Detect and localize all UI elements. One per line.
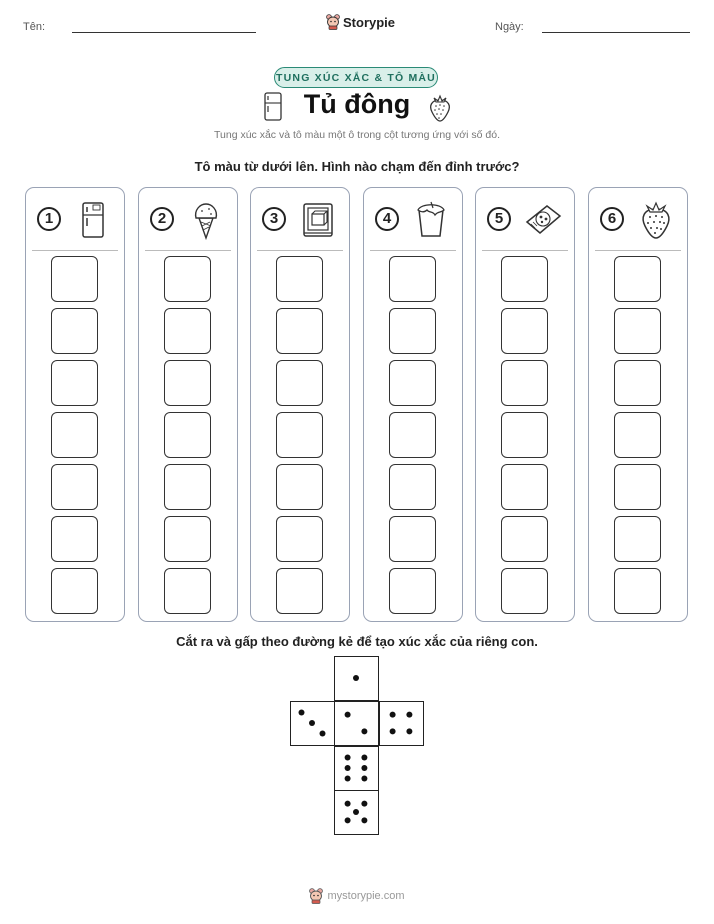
color-cell[interactable] — [501, 464, 548, 510]
dice-pip — [309, 720, 315, 726]
color-cell[interactable] — [164, 516, 211, 562]
dice-pip — [320, 731, 326, 737]
color-cell[interactable] — [389, 308, 436, 354]
color-cell[interactable] — [276, 464, 323, 510]
column-number: 1 — [37, 207, 61, 231]
column-divider — [145, 250, 231, 251]
color-cell[interactable] — [614, 516, 661, 562]
column-4 — [363, 187, 463, 622]
storypie-mascot-icon — [326, 14, 340, 30]
color-cell[interactable] — [276, 360, 323, 406]
dice-pip — [299, 710, 305, 716]
frozen-pizza-box-icon — [523, 200, 563, 240]
dice-pip — [353, 675, 359, 681]
color-cell[interactable] — [614, 256, 661, 302]
column-number: 2 — [150, 207, 174, 231]
strawberry-icon — [636, 200, 676, 240]
color-cell[interactable] — [614, 464, 661, 510]
color-cell[interactable] — [51, 412, 98, 458]
color-cell[interactable] — [164, 308, 211, 354]
dice-face-1 — [334, 656, 379, 701]
color-cell[interactable] — [164, 568, 211, 614]
dice-pip — [361, 776, 367, 782]
color-cell[interactable] — [614, 360, 661, 406]
column-5 — [475, 187, 575, 622]
dice-pip — [345, 776, 351, 782]
color-cell[interactable] — [614, 308, 661, 354]
color-cell[interactable] — [276, 516, 323, 562]
color-cell[interactable] — [276, 256, 323, 302]
storypie-logo — [326, 14, 395, 30]
page-title: Tủ đông — [303, 89, 411, 119]
color-cell[interactable] — [501, 360, 548, 406]
color-cell[interactable] — [501, 308, 548, 354]
footer — [0, 888, 714, 904]
color-cell[interactable] — [276, 568, 323, 614]
color-cell[interactable] — [501, 412, 548, 458]
color-cell[interactable] — [51, 360, 98, 406]
column-2 — [138, 187, 238, 622]
color-cell[interactable] — [389, 256, 436, 302]
color-cell[interactable] — [501, 516, 548, 562]
ice-cream-cone-icon — [186, 200, 226, 240]
color-cell[interactable] — [51, 516, 98, 562]
color-cell[interactable] — [164, 256, 211, 302]
color-cell[interactable] — [276, 308, 323, 354]
dice-pip — [345, 765, 351, 771]
dice-pip — [345, 801, 351, 807]
color-cell[interactable] — [501, 568, 548, 614]
column-divider — [595, 250, 681, 251]
dice-pip — [345, 817, 351, 823]
column-divider — [482, 250, 568, 251]
dice-face-5 — [334, 790, 379, 835]
dice-pip — [361, 801, 367, 807]
color-cell[interactable] — [389, 516, 436, 562]
color-cell[interactable] — [164, 464, 211, 510]
dice-pip — [406, 712, 412, 718]
dice-pip — [390, 712, 396, 718]
date-label: Ngày: — [495, 21, 524, 33]
color-cell[interactable] — [614, 412, 661, 458]
dice-face-6 — [334, 746, 379, 791]
dice-pip — [345, 755, 351, 761]
column-divider — [257, 250, 343, 251]
strawberry-icon — [427, 94, 453, 122]
activity-badge: TUNG XÚC XẮC & TÔ MÀU — [274, 67, 438, 88]
dice-pip — [390, 728, 396, 734]
column-3 — [250, 187, 350, 622]
fold-instruction: Cắt ra và gấp theo đường kẻ để tạo xúc xắc của riêng con. — [176, 634, 538, 649]
dice-pip — [361, 755, 367, 761]
dice-pip — [406, 728, 412, 734]
color-cell[interactable] — [164, 412, 211, 458]
frozen-yogurt-cup-icon — [411, 200, 451, 240]
color-cell[interactable] — [51, 308, 98, 354]
column-number: 5 — [487, 207, 511, 231]
dice-pip — [361, 728, 367, 734]
column-6 — [588, 187, 688, 622]
color-cell[interactable] — [389, 360, 436, 406]
subtitle: Tung xúc xắc và tô màu một ô trong cột tương ứng với số đó. — [214, 129, 500, 141]
color-cell[interactable] — [51, 464, 98, 510]
color-cell[interactable] — [614, 568, 661, 614]
dice-pip — [361, 765, 367, 771]
column-divider — [370, 250, 456, 251]
refrigerator-icon — [73, 200, 113, 240]
color-cell[interactable] — [501, 256, 548, 302]
date-line — [542, 32, 690, 33]
dice-face-4 — [379, 701, 424, 746]
dice-pip — [353, 809, 359, 815]
ice-maker-icon — [298, 200, 338, 240]
column-number: 3 — [262, 207, 286, 231]
color-cell[interactable] — [164, 360, 211, 406]
color-cell[interactable] — [389, 568, 436, 614]
dice-face-3 — [290, 701, 335, 746]
column-number: 6 — [600, 207, 624, 231]
color-cell[interactable] — [276, 412, 323, 458]
color-cell[interactable] — [51, 256, 98, 302]
dice-pip — [361, 817, 367, 823]
color-cell[interactable] — [389, 464, 436, 510]
column-divider — [32, 250, 118, 251]
name-line — [72, 32, 256, 33]
color-cell[interactable] — [389, 412, 436, 458]
coloring-instruction: Tô màu từ dưới lên. Hình nào chạm đến đỉnh trước? — [194, 159, 520, 174]
dice-face-2 — [334, 701, 379, 746]
column-1 — [25, 187, 125, 622]
brand-name: Storypie — [343, 14, 396, 30]
footer-url: mystorypie.com — [327, 890, 405, 902]
name-label: Tên: — [23, 21, 46, 33]
storypie-mascot-icon — [309, 888, 323, 904]
color-cell[interactable] — [51, 568, 98, 614]
column-number: 4 — [375, 207, 399, 231]
dice-pip — [345, 712, 351, 718]
